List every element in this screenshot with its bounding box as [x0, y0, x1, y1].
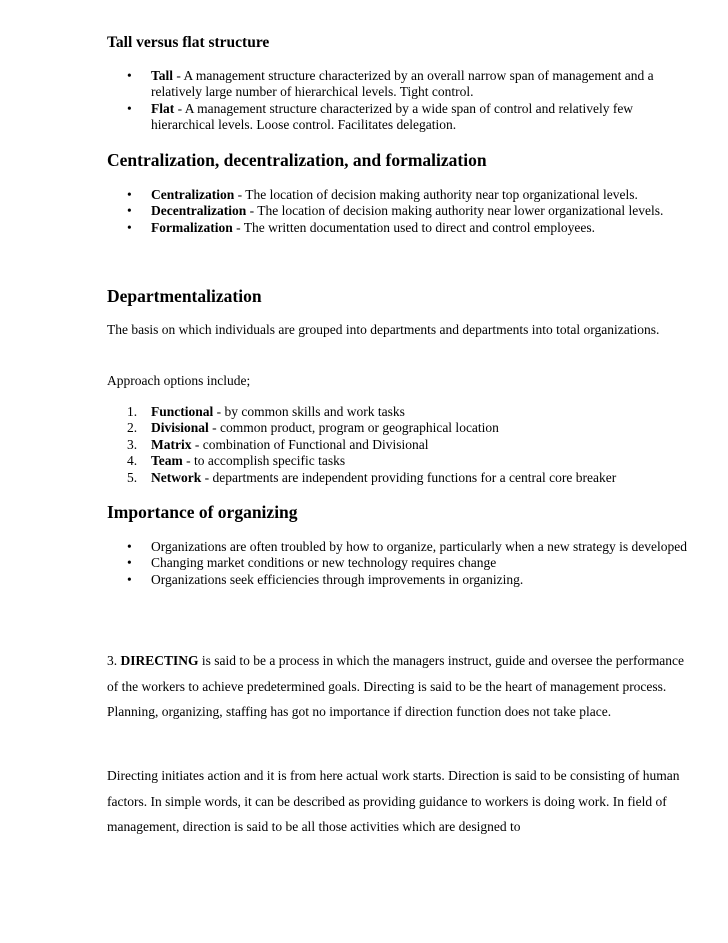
- term: Divisional: [151, 420, 209, 436]
- list-item: [107, 437, 688, 453]
- directing-paragraph-2: Directing initiates action and it is from here actual work starts. Direction is said to be consisting of human factors. In simple words, it can be described as providing guidance to workers is doing work. In field of management, direction is said to be all those activities which are designed to: [107, 768, 680, 835]
- definition: - combination of Functional and Divisional: [191, 436, 429, 452]
- list-item: [107, 404, 688, 420]
- heading-centralization: Centralization, decentralization, and formalization: [107, 150, 487, 170]
- item-number: 1.: [127, 404, 138, 419]
- list-item: [107, 220, 688, 236]
- term: Functional: [151, 404, 214, 419]
- list-item: [107, 68, 688, 101]
- directing-term: DIRECTING: [120, 653, 199, 668]
- list-item: • Organizations are often troubled by how to organize, particularly when a new strategy is developed: [107, 539, 688, 555]
- list-item: [107, 187, 688, 203]
- term: Network: [151, 469, 202, 485]
- list-item: • Organizations seek efficiencies through improvements in organizing.: [107, 572, 688, 588]
- term: Decentralization: [151, 203, 247, 219]
- directing-number: 3.: [107, 653, 121, 668]
- list-item: [107, 101, 688, 134]
- item-number: 3.: [127, 436, 138, 452]
- list-item: [107, 203, 688, 219]
- importance-list: [107, 539, 688, 588]
- definition: - A management structure characterized by a wide span of control and relatively few hierarchical levels. Loose control. Facilitates delegation.: [151, 100, 634, 133]
- definition: - The location of decision making authority near lower organizational levels.: [246, 203, 664, 219]
- list-item: • Changing market conditions or new technology requires change: [107, 555, 688, 571]
- list-item: [107, 470, 688, 486]
- item-number: 2.: [127, 420, 138, 436]
- term: Flat: [151, 100, 175, 116]
- heading-departmentalization: Departmentalization: [107, 286, 262, 306]
- definition: - A management structure characterized by an overall narrow span of management and a relatively large number of hierarchical levels. Tight control.: [151, 68, 654, 100]
- definition: - to accomplish specific tasks: [182, 453, 346, 469]
- item-number: 5.: [127, 469, 138, 485]
- directing-paragraph: [107, 648, 688, 725]
- term: Matrix: [151, 436, 192, 452]
- definition: - The location of decision making authority near top organizational levels.: [234, 187, 638, 202]
- definition: - common product, program or geographical location: [208, 420, 499, 436]
- definition: - by common skills and work tasks: [213, 404, 405, 419]
- directing-text: is said to be a process in which the managers instruct, guide and oversee the performance of the workers to achieve predetermined goals. Directing is said to be the heart of management process. Planning, organizing, staffing has got no importance if direction function does not take place.: [107, 653, 684, 720]
- term: Formalization: [151, 219, 233, 235]
- item-number: 4.: [127, 453, 138, 469]
- tall-flat-list: [107, 68, 688, 134]
- departmentalization-intro: The basis on which individuals are grouped into departments and departments into total organizations.: [107, 322, 660, 337]
- term: Tall: [151, 68, 174, 83]
- definition: - The written documentation used to direct and control employees.: [232, 219, 596, 235]
- heading-tall-flat: Tall versus flat structure: [107, 34, 270, 51]
- centralization-list: [107, 187, 688, 236]
- list-item: [107, 453, 688, 469]
- approach-label: Approach options include;: [107, 373, 251, 388]
- definition: - departments are independent providing functions for a central core breaker: [201, 469, 617, 485]
- term: Team: [151, 453, 183, 469]
- term: Centralization: [151, 187, 235, 202]
- approach-list: [107, 404, 688, 486]
- heading-importance: Importance of organizing: [107, 502, 298, 522]
- list-item: [107, 420, 688, 436]
